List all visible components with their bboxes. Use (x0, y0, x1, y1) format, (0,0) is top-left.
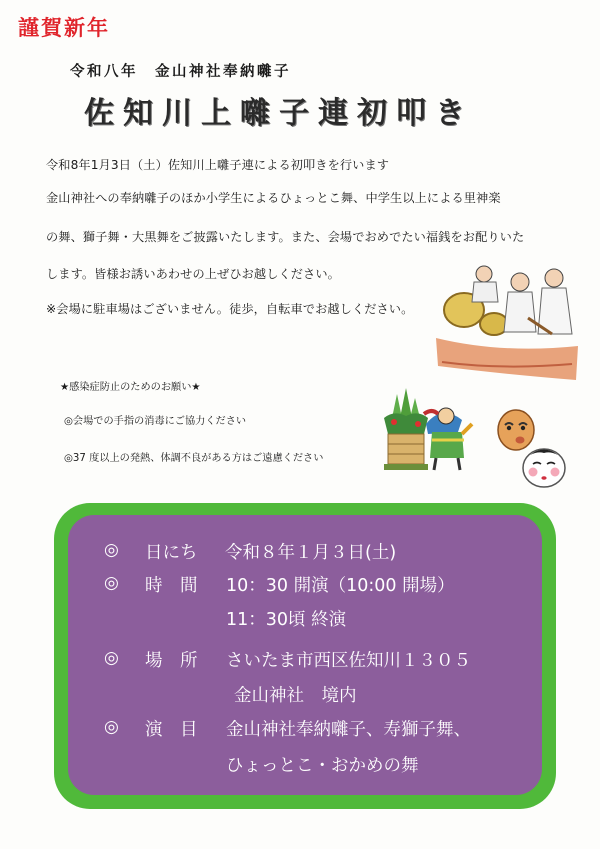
end-time: 11：30頃 終演 (226, 610, 347, 630)
program-label: 演 目 (145, 720, 198, 740)
program-line-2: ひょっとこ・おかめの舞 (226, 756, 419, 776)
time-label: 時 間 (145, 576, 198, 596)
place-address: さいたま市西区佐知川１３０５ (226, 651, 471, 671)
greeting-heading: 謹賀新年 (18, 15, 110, 40)
program-bullet: ◎ (104, 717, 119, 737)
time-bullet: ◎ (104, 573, 119, 593)
musicians-illustration (432, 262, 582, 382)
date-value: 令和８年１月３日(土) (225, 543, 397, 563)
program-line-1: 金山神社奉納囃子、寿獅子舞、 (226, 720, 471, 740)
event-subtitle: 令和八年 金山神社奉納囃子 (70, 63, 291, 80)
intro-line-2: 金山神社への奉納囃子のほか小学生によるひょっとこ舞、中学生以上による里神楽 (46, 191, 501, 205)
notice-item-1: ◎会場での手指の消毒にご協力ください (64, 416, 247, 427)
start-time: 10：30 開演（10:00 開場） (226, 576, 455, 596)
date-bullet: ◎ (104, 540, 119, 560)
place-label: 場 所 (145, 651, 198, 671)
shishimai-dancer-illustration (418, 400, 474, 472)
intro-line-3: の舞、獅子舞・大黒舞をご披露いたします。また、会場でおめでたい福銭をお配りいた (46, 230, 525, 244)
page-title: 佐知川上囃子連初叩き (84, 96, 474, 131)
okame-mask-illustration (520, 444, 568, 490)
place-venue: 金山神社 境内 (234, 686, 357, 706)
intro-line-1: 令和8年1月3日（土）佐知川上囃子連による初叩きを行います (46, 158, 390, 172)
notice-item-2: ◎37 度以上の発熱、体調不良がある方はご遠慮ください (64, 453, 324, 464)
date-label: 日にち (145, 543, 198, 563)
notice-heading: ★感染症防止のためのお願い★ (60, 382, 201, 393)
intro-line-4: します。皆様お誘いあわせの上ぜひお越しください。 (46, 267, 340, 281)
place-bullet: ◎ (104, 648, 119, 668)
parking-note: ※会場に駐車場はございません。徒歩，自転車でお越しください。 (46, 302, 414, 316)
